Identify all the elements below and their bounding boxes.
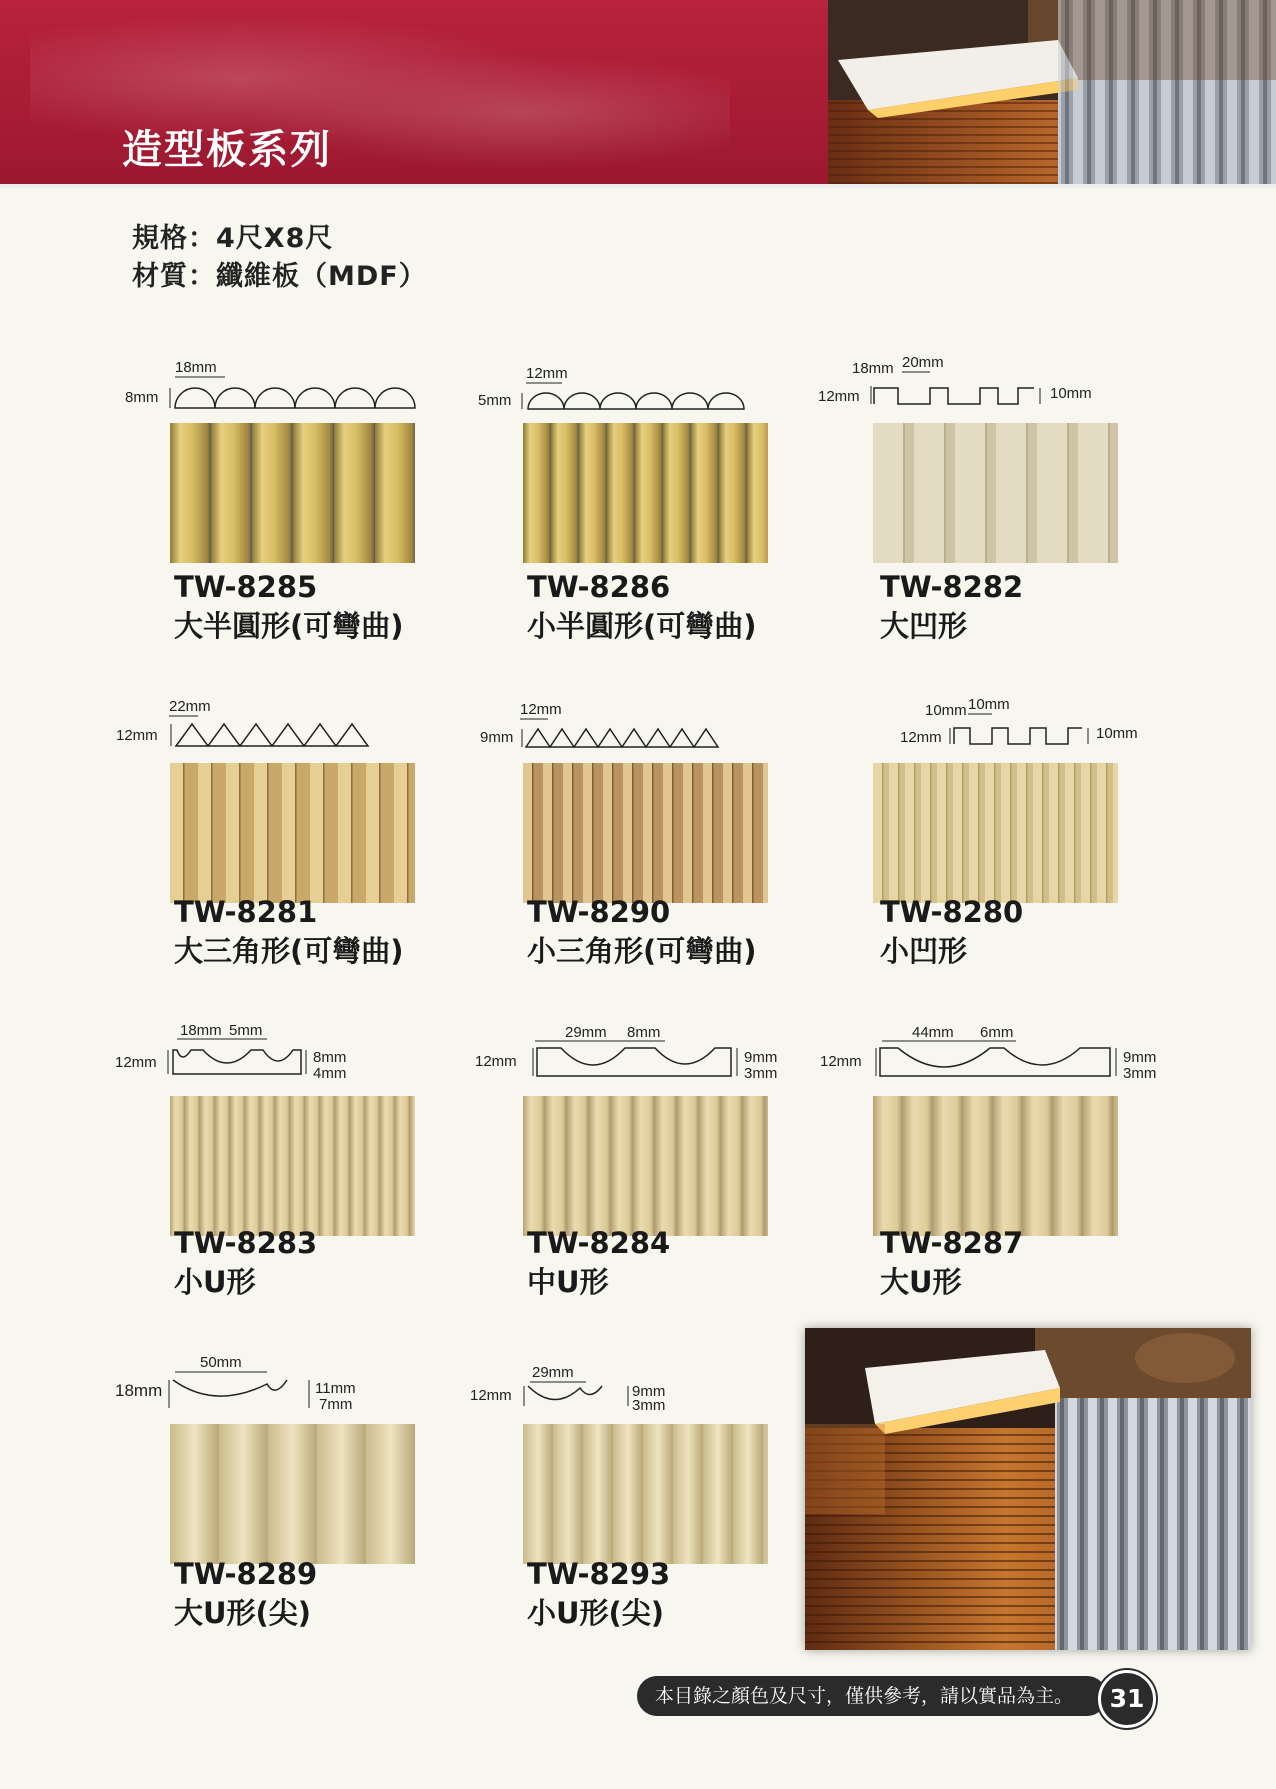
- product-name: 大U形: [880, 1265, 962, 1299]
- spec-material: 材質：纖維板（MDF）: [132, 261, 427, 292]
- profile-diagram: [475, 1020, 795, 1084]
- profile-diagram: [125, 355, 415, 415]
- spec-size: 規格：4尺X8尺: [132, 223, 334, 254]
- product-code: TW-8285: [174, 570, 318, 604]
- product-code: TW-8287: [880, 1226, 1024, 1260]
- dim-base: 4mm: [313, 1065, 347, 1082]
- product-name: 大凹形: [880, 609, 968, 643]
- dim-groove: 20mm: [902, 354, 944, 371]
- dim-gap: 8mm: [627, 1024, 661, 1041]
- product-code: TW-8289: [174, 1557, 318, 1591]
- product-name: 小凹形: [880, 934, 968, 968]
- header-divider: [0, 184, 1276, 188]
- dim-gap: 6mm: [980, 1024, 1014, 1041]
- dim-width: 18mm: [175, 359, 217, 376]
- profile-diagram: [115, 1350, 385, 1414]
- product-code: TW-8281: [174, 895, 318, 929]
- panel-photo: [170, 1096, 415, 1236]
- panel-photo: [170, 423, 415, 563]
- profile-diagram: [116, 694, 396, 750]
- product-name: 小U形(尖): [527, 1596, 665, 1630]
- page-number: 31: [1098, 1670, 1156, 1728]
- dim-height: 12mm: [115, 1054, 157, 1071]
- profile-diagram: [115, 1018, 375, 1084]
- profile-diagram: [478, 360, 758, 415]
- product-code: TW-8290: [527, 895, 671, 929]
- product-code: TW-8286: [527, 570, 671, 604]
- dim-rib: 10mm: [925, 702, 967, 719]
- dim-depth: 9mm: [632, 1383, 666, 1400]
- dim-height: 12mm: [818, 388, 860, 405]
- panel-photo: [523, 763, 768, 903]
- profile-diagram: [818, 352, 1118, 412]
- dim-base: 3mm: [1123, 1065, 1157, 1082]
- dim-width: 12mm: [526, 365, 568, 382]
- dim-base: 3mm: [744, 1065, 778, 1082]
- dim-height: 12mm: [820, 1053, 862, 1070]
- dim-groove: 10mm: [968, 696, 1010, 713]
- dim-width: 12mm: [520, 701, 562, 718]
- panel-photo: [170, 1424, 415, 1564]
- dim-height: 5mm: [478, 392, 512, 409]
- dim-height: 12mm: [470, 1387, 512, 1404]
- profile-diagram: [820, 1020, 1160, 1084]
- dim-height: 12mm: [116, 727, 158, 744]
- product-name: 大半圓形(可彎曲): [174, 609, 404, 643]
- product-name: 小三角形(可彎曲): [527, 934, 757, 968]
- product-code: TW-8282: [880, 570, 1024, 604]
- product-code: TW-8283: [174, 1226, 318, 1260]
- product-code: TW-8293: [527, 1557, 671, 1591]
- dim-base: 7mm: [319, 1396, 353, 1413]
- panel-photo: [523, 423, 768, 563]
- product-name: 小U形: [174, 1265, 256, 1299]
- profile-diagram: [470, 1360, 710, 1416]
- dim-width: 22mm: [169, 698, 211, 715]
- dim-depth: 10mm: [1096, 725, 1138, 742]
- dim-height: 8mm: [125, 389, 159, 406]
- dim-rib: 18mm: [852, 360, 894, 377]
- profile-diagram: [900, 694, 1170, 750]
- dim-width: 18mm: [180, 1022, 222, 1039]
- dim-width: 44mm: [912, 1024, 954, 1041]
- panel-photo: [170, 763, 415, 903]
- product-name: 中U形: [527, 1265, 609, 1299]
- dim-gap: 5mm: [229, 1022, 263, 1039]
- product-code: TW-8280: [880, 895, 1024, 929]
- page-title: 造型板系列: [122, 127, 332, 173]
- dim-width: 50mm: [200, 1354, 242, 1371]
- dim-height: 12mm: [475, 1053, 517, 1070]
- installation-photo: [805, 1328, 1251, 1650]
- dim-width: 29mm: [565, 1024, 607, 1041]
- dim-depth: 8mm: [313, 1049, 347, 1066]
- header-photo: [828, 0, 1276, 184]
- dim-width: 29mm: [532, 1364, 574, 1381]
- product-code: TW-8284: [527, 1226, 671, 1260]
- footer-note: 本目錄之顏色及尺寸，僅供參考，請以實品為主。: [637, 1676, 1107, 1716]
- panel-photo: [523, 1424, 768, 1564]
- profile-diagram: [480, 697, 730, 751]
- dim-height: 9mm: [480, 729, 514, 746]
- product-name: 小半圓形(可彎曲): [527, 609, 757, 643]
- panel-photo: [873, 423, 1118, 563]
- panel-photo: [873, 763, 1118, 903]
- product-name: 大U形(尖): [174, 1596, 312, 1630]
- product-name: 大三角形(可彎曲): [174, 934, 404, 968]
- header-banner: [0, 0, 1276, 184]
- dim-base: 3mm: [632, 1397, 666, 1414]
- panel-photo: [523, 1096, 768, 1236]
- dim-depth: 9mm: [1123, 1049, 1157, 1066]
- dim-depth: 10mm: [1050, 385, 1092, 402]
- dim-depth: 9mm: [744, 1049, 778, 1066]
- panel-photo: [873, 1096, 1118, 1236]
- dim-height: 18mm: [115, 1381, 163, 1400]
- dim-height: 12mm: [900, 729, 942, 746]
- dim-depth: 11mm: [315, 1380, 356, 1397]
